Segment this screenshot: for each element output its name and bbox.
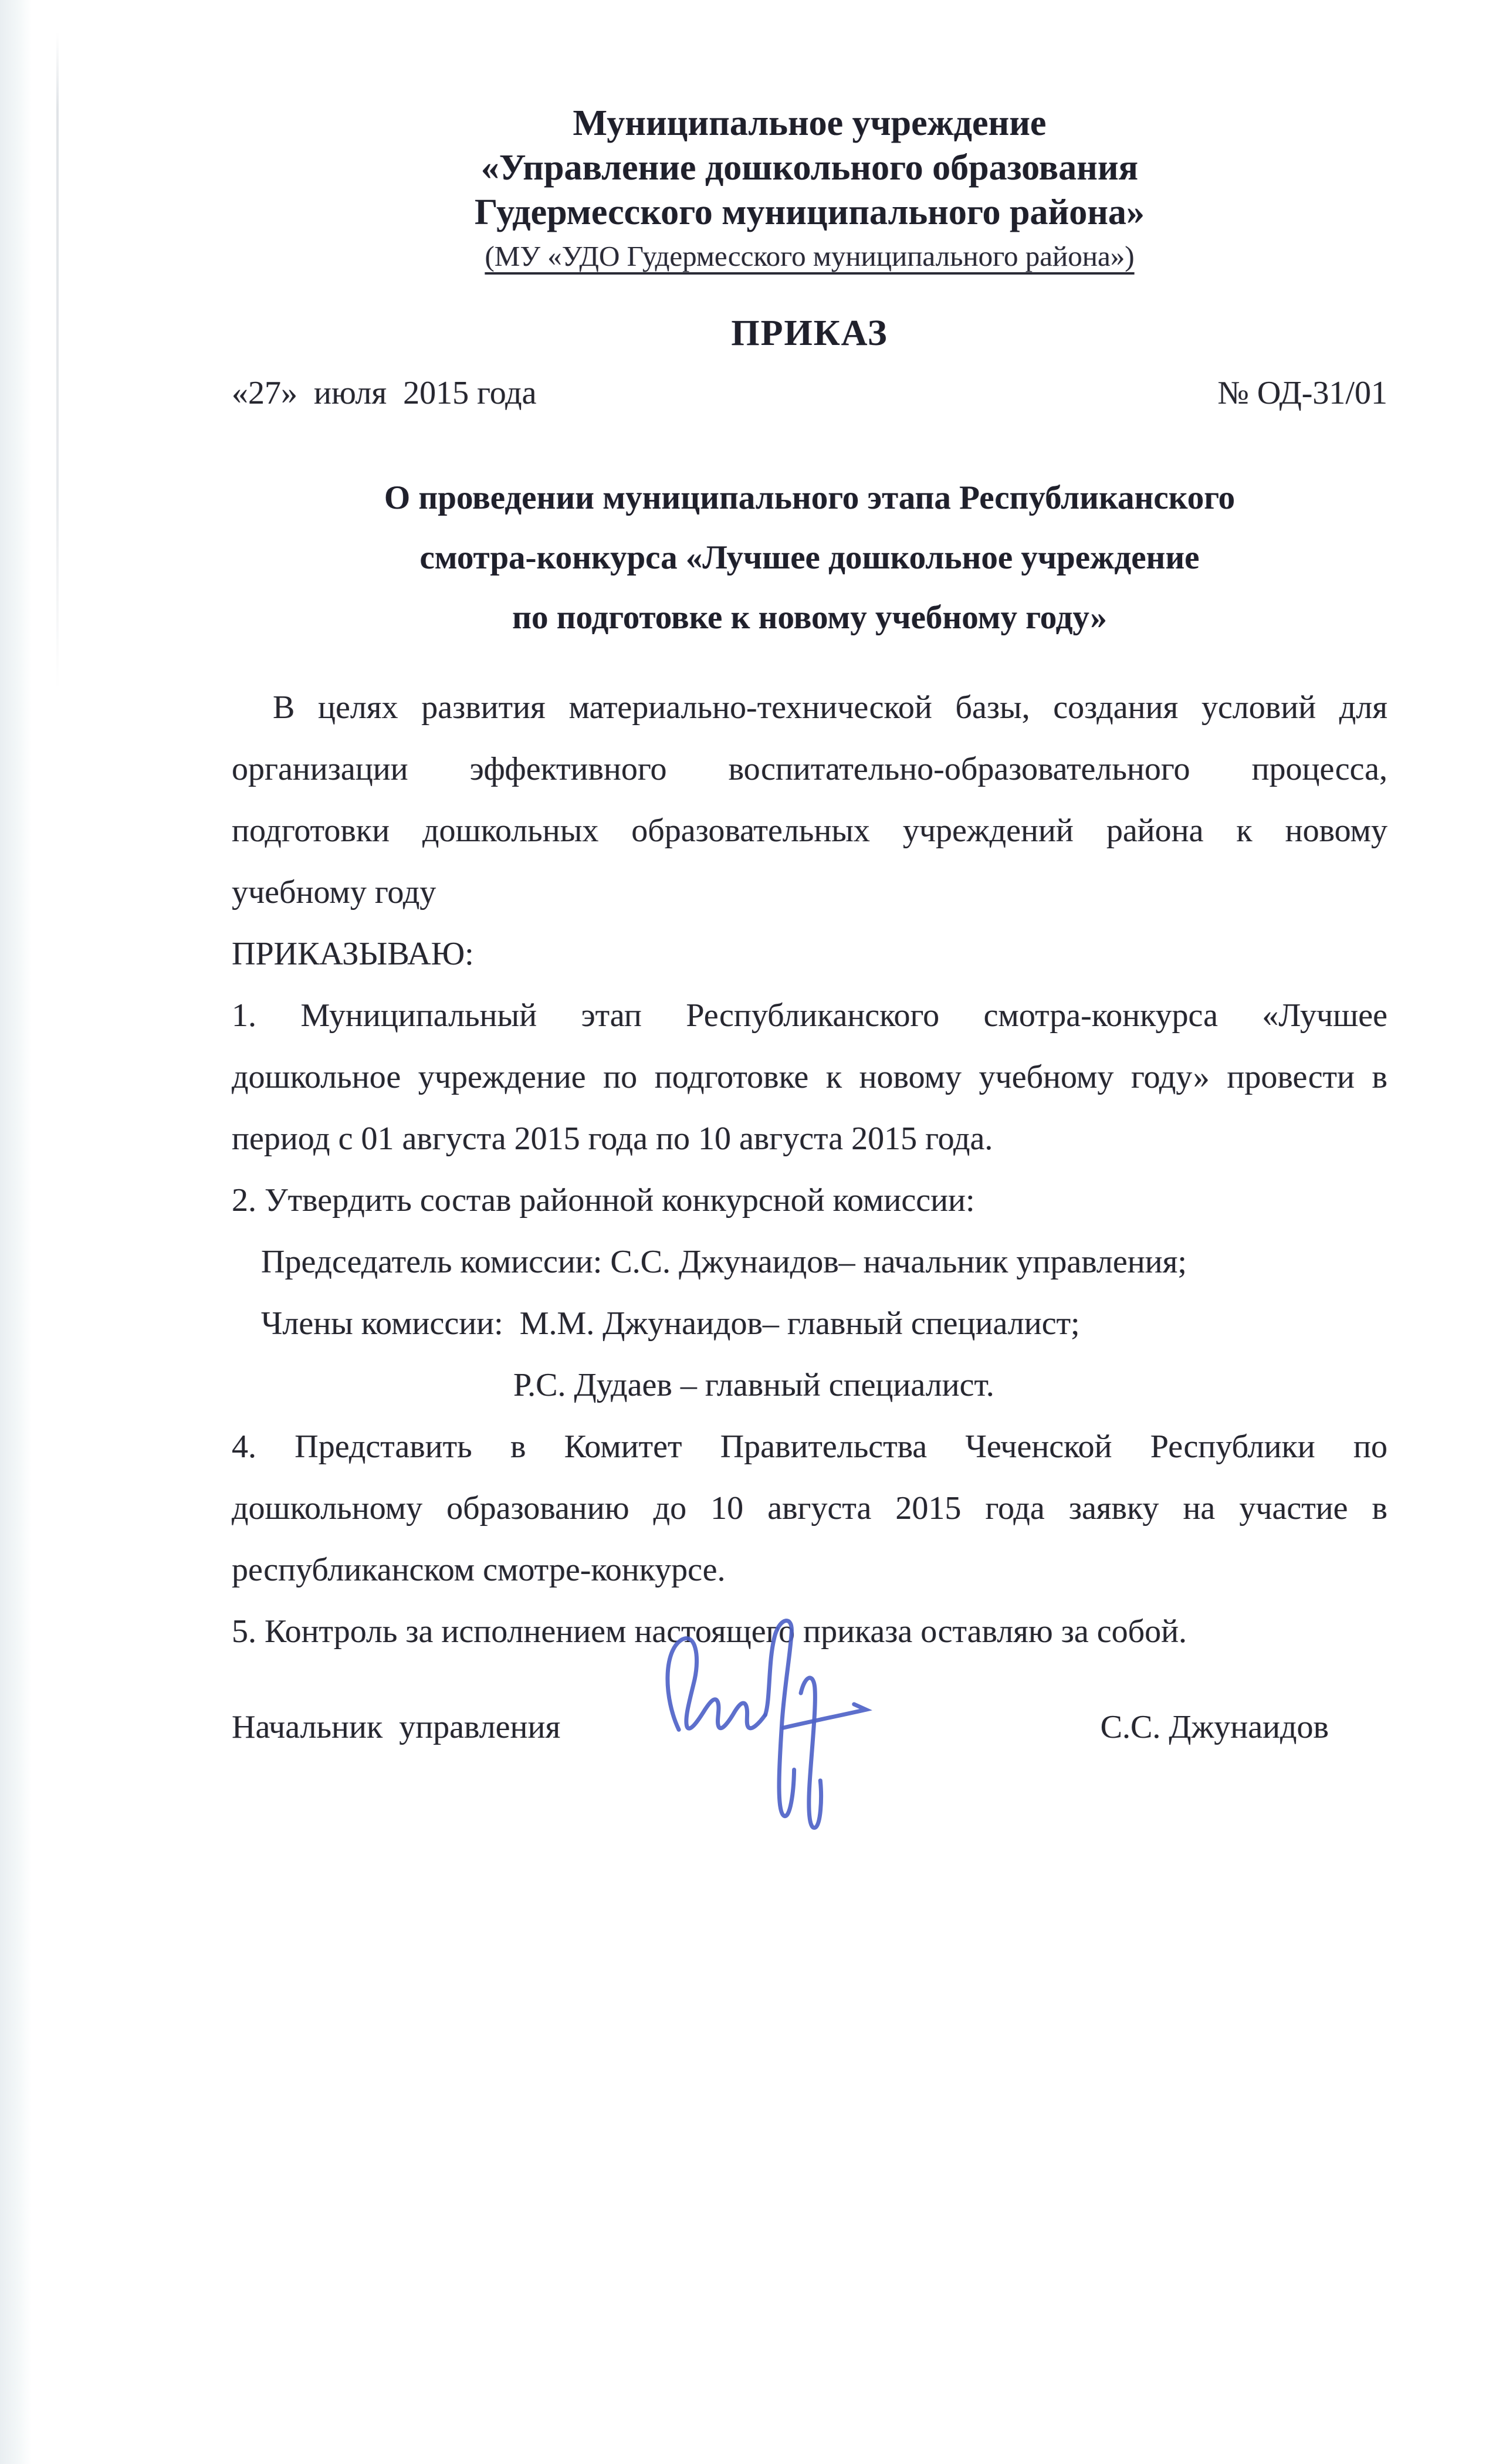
- signatory-name: С.С. Джунаидов: [1100, 1709, 1329, 1745]
- org-name-line-3: Гудермесского муниципального района»: [475, 192, 1145, 232]
- document-content: [232, 0, 1387, 1758]
- scan-edge-streak: [56, 32, 59, 689]
- order-subject: [232, 468, 1387, 648]
- body-line: дошкольному образованию до 10 августа 2015 года заявку на участие в: [232, 1490, 1387, 1527]
- body-line: учебному году: [232, 874, 436, 911]
- signature-stroke: [666, 1636, 766, 1731]
- body-line: организации эффективного воспитательно-образовательного процесса,: [232, 751, 1387, 787]
- body-line: 2. Утвердить состав районной конкурсной комиссии:: [232, 1182, 975, 1219]
- body-line: республиканском смотре-конкурсе.: [232, 1552, 726, 1588]
- body-line: ПРИКАЗЫВАЮ:: [232, 936, 474, 972]
- order-subject-line: О проведении муниципального этапа Республиканского: [384, 479, 1236, 516]
- signature-stroke: [762, 1620, 798, 1816]
- signatory-title: Начальник управления: [232, 1709, 561, 1745]
- order-subject-line: смотра-конкурса «Лучшее дошкольное учреждение: [419, 539, 1200, 576]
- signature-stroke: [800, 1677, 822, 1828]
- body-line: подготовки дошкольных образовательных учреждений района к новому: [232, 813, 1387, 849]
- org-abbrev: (МУ «УДО Гудермесского муниципального района»): [485, 240, 1135, 272]
- body-line-committee-chair: Председатель комиссии: С.С. Джунаидов– начальник управления;: [261, 1244, 1187, 1280]
- body-line: период с 01 августа 2015 года по 10 августа 2015 года.: [232, 1121, 993, 1157]
- org-name-line-2: «Управление дошкольного образования: [480, 148, 1139, 188]
- scan-edge-shadow: [0, 0, 32, 2464]
- order-subject-line: по подготовке к новому учебному году»: [512, 599, 1107, 636]
- order-number: № ОД-31/01: [1217, 375, 1387, 411]
- body-line: В целях развития материально-технической базы, создания условий для: [273, 689, 1387, 726]
- body-line-committee-member: Члены комиссии: М.М. Джунаидов– главный специалист;: [261, 1305, 1080, 1342]
- order-heading: ПРИКАЗ: [731, 313, 888, 353]
- body-line-committee-member: Р.С. Дудаев – главный специалист.: [513, 1367, 994, 1403]
- signature-ink: [644, 1602, 893, 1851]
- body-line: 4. Представить в Комитет Правительства Чеченской Республики по: [232, 1429, 1387, 1465]
- signature-stroke: [783, 1704, 867, 1728]
- body-line: 5. Контроль за исполнением настоящего приказа оставляю за собой.: [232, 1613, 1187, 1650]
- order-date: «27» июля 2015 года: [232, 375, 537, 411]
- org-name-line-1: Муниципальное учреждение: [573, 103, 1047, 143]
- body-line: дошкольное учреждение по подготовке к новому учебному году» провести в: [232, 1059, 1387, 1095]
- order-body: [232, 677, 1387, 1663]
- body-line: 1. Муниципальный этап Республиканского смотра-конкурса «Лучшее: [232, 997, 1387, 1034]
- order-meta-row: [232, 373, 1387, 413]
